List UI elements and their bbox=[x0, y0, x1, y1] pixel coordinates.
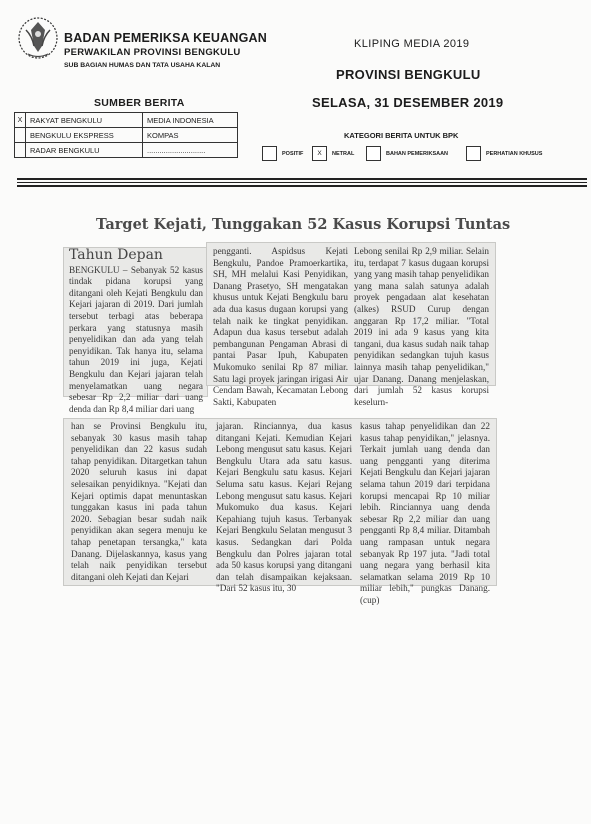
sumber-mark bbox=[15, 128, 26, 143]
kliping-title: KLIPING MEDIA 2019 bbox=[354, 38, 470, 50]
kategori-title: KATEGORI BERITA UNTUK BPK bbox=[344, 131, 459, 140]
article-paragraph: Lebong senilai Rp 2,9 miliar. Selain itu, terdapat 7 kasus dugaan korupsi yang yang masih tahap penyelidikan yang mana salah satunya adalah proyek pengadaan alat kesehatan (alkes) RSUD Curup dengan anggaran Rp 17,2 miliar. "Total 2019 ini ada 9 kasus yang kita tangani, dua kasus sudah naik tahap penyidikan sedangkan tujuh kasus lainnya masih tahap penyelidikan," ujar Danang. Danang menjelaskan, dari jumlah 52 kasus korupsi keselurn- bbox=[354, 246, 489, 407]
header-divider bbox=[17, 185, 587, 187]
sumber-source: ............................ bbox=[143, 143, 238, 158]
org-branch: PERWAKILAN PROVINSI BENGKULU bbox=[64, 47, 241, 58]
sumber-source: BENGKULU EKSPRESS bbox=[26, 128, 143, 143]
kategori-checkbox: X bbox=[312, 146, 327, 161]
sumber-berita-title: SUMBER BERITA bbox=[94, 97, 185, 109]
org-name: BADAN PEMERIKSA KEUANGAN bbox=[64, 31, 267, 45]
sumber-row bbox=[15, 128, 238, 143]
sumber-source: MEDIA INDONESIA bbox=[143, 113, 238, 128]
kategori-checkbox bbox=[466, 146, 481, 161]
header-divider bbox=[17, 182, 587, 183]
sumber-row bbox=[15, 143, 238, 158]
article-paragraph: pengganti. Aspidsus Kejati Bengkulu, Pandoe Pramoerkartika, SH, MH melalui Kasi Penyidikan, Danang Prasetyo, SH mengatakan khusus untuk Kejati Bengkulu baru ada dua kasus dugaan korupsi yang telah naik ke tingkat penyidikan. Adapun dua kasus tersebut adalah pembangunan Pengaman Abrasi di pantai Pasar Ipuh, Kabupaten Mukomuko senilai Rp 87 miliar. Satu lagi proyek jaringan irigasi Air Cendam Bawah, Kecamatan Lebong Sakti, Kabupaten bbox=[213, 246, 348, 407]
sumber-source: RAKYAT BENGKULU bbox=[26, 113, 143, 128]
sumber-row bbox=[15, 113, 238, 128]
kategori-label: NETRAL bbox=[332, 150, 355, 157]
article-headline: Target Kejati, Tunggakan 52 Kasus Korupsi Tuntas bbox=[96, 216, 511, 233]
article-column bbox=[216, 421, 352, 594]
org-subdivision: SUB BAGIAN HUMAS DAN TATA USAHA KALAN bbox=[64, 62, 221, 69]
clipping-date: SELASA, 31 DESEMBER 2019 bbox=[312, 95, 504, 110]
article-column bbox=[213, 246, 348, 407]
article-paragraph: jajaran. Rinciannya, dua kasus ditangani Kejati. Kemudian Kejari Lebong mengusut satu kasus. Kejari Bengkulu Utara ada satu kasus. Kejari Bengkulu satu kasus. Kejari Seluma satu kasus. Kejari Rejang Lebong mengusut satu kasus. Kejari Mukomuko dua kasus. Kejari Kepahiang tujuh kasus. Terbanyak Kejari Bengkulu Selatan mengusut 3 kasus. Sedangkan dari Polda Bengkulu dan Polres jajaran total ada 50 kasus korupsi yang ditangani dan telah disampaikan kejaksaan. "Dari 52 kasus itu, 30 bbox=[216, 421, 352, 594]
province-title: PROVINSI BENGKULU bbox=[336, 67, 481, 82]
article-column bbox=[71, 421, 207, 581]
bpk-emblem-icon bbox=[14, 12, 62, 62]
article-subhead: Tahun Depan bbox=[69, 247, 163, 263]
kategori-bahan-pemeriksaan bbox=[366, 146, 448, 161]
kategori-positif bbox=[262, 146, 303, 161]
sumber-source: RADAR BENGKULU bbox=[26, 143, 143, 158]
sumber-source: KOMPAS bbox=[143, 128, 238, 143]
kategori-label: PERHATIAN KHUSUS bbox=[486, 150, 543, 157]
article-column bbox=[69, 247, 203, 414]
kategori-perhatian-khusus bbox=[466, 146, 542, 161]
article-paragraph: kasus tahap penyelidikan dan 22 kasus tahap penyidikan," jelasnya. Terkait jumlah uang denda dan uang pengganti yang diterima Kejati Bengkulu dan Kejari jajaran selama tahun 2019 dari terpidana korupsi mencapai Rp 10 miliar lebih. Rinciannya uang denda sebesar Rp 2,2 miliar dan uang pengganti Rp 8,4 miliar. Ditambah uang rampasan untuk negara sebanyak Rp 197 juta. "Jadi total uang negara yang berhasil kita selamatkan selama 2019 Rp 10 miliar lebih," pungkas Danang.(cup) bbox=[360, 421, 490, 605]
article-column bbox=[360, 421, 490, 605]
kategori-label: POSITIF bbox=[282, 150, 304, 157]
sumber-mark bbox=[15, 143, 26, 158]
article-paragraph: BENGKULU – Sebanyak 52 kasus tindak pidana korupsi yang ditangani oleh Kejati Bengkulu dan Kejari jajaran di 2019. Dari jumlah tersebut terbagi atas beberapa perkara yang statusnya masih penyelidikan dan ada yang telah penyidikan. Tak hanya itu, selama tahun 2019 ini juga, Kejati Bengkulu dan Kejari jajaran telah menyelamatkan uang negara sebesar Rp 2,2 miliar dari uang denda dan Rp 8,4 miliar dari uang bbox=[69, 264, 203, 414]
article-paragraph: han se Provinsi Bengkulu itu, sebanyak 30 kasus masih tahap penyelidikan dan 22 kasus sudah tahap penyidikan. Ditargetkan tahun 2020 seluruh kasus ini dapat selesaikan penyidiknya. "Kejati dan Kejari optimis dapat menuntaskan tunggakan kasus ini pada tahun 2020. Sebagian besar sudah naik penyidikan akan segera menuju ke tahap penetapan tersangka," kata Danang. Dijelaskannya, kasus yang telah naik penyidikan tersebut ditangani oleh Kejati dan Kejari bbox=[71, 421, 207, 582]
header-divider bbox=[17, 178, 587, 180]
kategori-checkbox bbox=[366, 146, 381, 161]
kategori-label: BAHAN PEMERIKSAAN bbox=[386, 150, 449, 157]
article-column bbox=[354, 246, 489, 407]
kategori-netral bbox=[312, 146, 354, 161]
sumber-mark: X bbox=[15, 113, 26, 128]
sumber-berita-table bbox=[14, 112, 238, 158]
kategori-checkbox bbox=[262, 146, 277, 161]
